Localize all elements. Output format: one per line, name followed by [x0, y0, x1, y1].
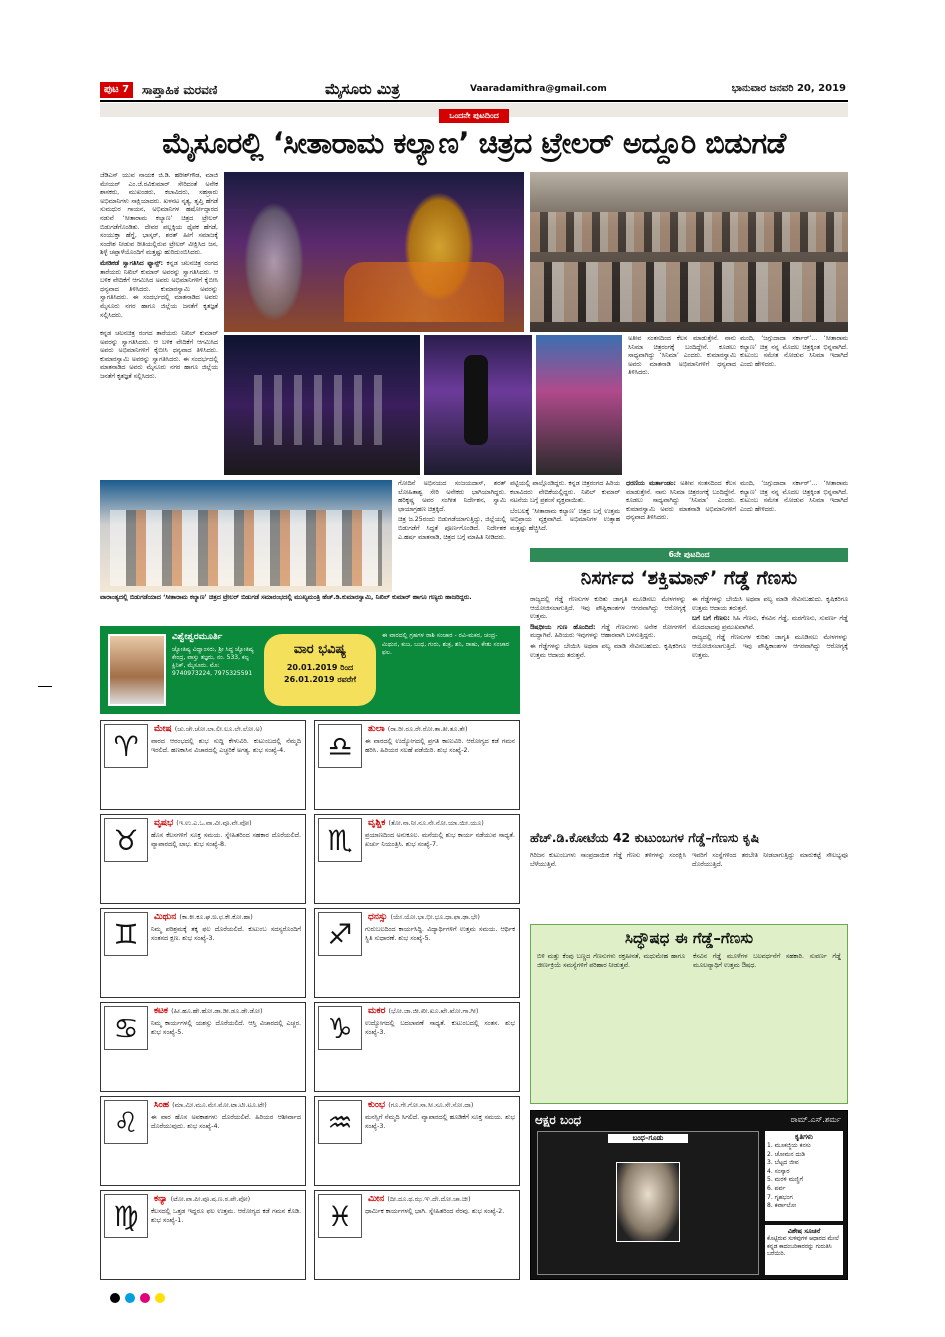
photo-crowd: [530, 172, 848, 332]
sign-name: [365, 1005, 481, 1017]
article-text: ಗೆಡ್ಡೆ ಗೆಣಸುಗಳು ಅನೇಕ ರೋಗಗಳಿಗೆ ಮದ್ದಾಗಿವೆ. ಹಿರಿಯರು ಇವುಗಳನ್ನು ಆಹಾರವಾಗಿ ಬಳಸುತ್ತಿದ್ದರು.: [530, 623, 686, 640]
remedy-title: ಸಿದ್ಧೌಷಧ ಈ ಗೆಡ್ಡೆ–ಗೆಣಸು: [625, 929, 753, 947]
sign-title: ತುಲಾ: [368, 724, 388, 734]
article2-column: [692, 852, 848, 918]
article-text: ರಾಜ್ಯದಲ್ಲಿ ಗೆಡ್ಡೆ ಗೆಣಸುಗಳ ಕುರಿತು ಜಾಗೃತಿ ಮೂಡಿಸಲು ಮೇಳಗಳನ್ನು ಆಯೋಜಿಸಲಾಗುತ್ತಿದೆ. ಇವು ಪೌಷ್ಟಿಕಾಂಶಗಳ ಆಗರವಾಗಿದ್ದು ಆರೋಗ್ಯಕ್ಕೆ ಉತ್ತಮ.: [530, 596, 686, 621]
article-text: ಕನ್ನಡ ಚಲನಚಿತ್ರ ರಂಗದ ತಾರೆಯರು ನಿಖಿಲ್ ಕುಮಾರ್ ಅವರನ್ನು ಸ್ವಾಗತಿಸಿದರು. ಆ ಬಳಿಕ ವೇದಿಕೆಗೆ ಆಗಮಿಸಿದ ಅವರು ಅಭಿಮಾನಿಗಳಿಗೆ ಕೈಬೀಸಿ ಧನ್ಯವಾದ ತಿಳಿಸಿದರು. ಕುಮಾರಸ್ವಾಮಿ ಅವರನ್ನು ಸ್ವಾಗತಿಸಿದರು. ಈ ಸಂದರ್ಭದಲ್ಲಿ ಮಾತನಾಡಿದ ಅವರು ಮೈಸೂರು ನಗರ ಹಾಗೂ ಜಿಲ್ಲೆಯ ಜನತೆಗೆ ಕೃತಜ್ಞತೆ ಸಲ್ಲಿಸಿದರು.: [100, 259, 218, 319]
sign-title: ಧನಸ್ಸು: [368, 912, 391, 922]
sign-prediction: ಮನಸ್ಸಿಗೆ ನೆಮ್ಮದಿ ಸಿಗಲಿದೆ. ವ್ಯಾಪಾರದಲ್ಲಿ ಹೂಡಿಕೆಗೆ ಸೂಕ್ತ ಸಮಯ. ಶುಭ ಸಂಖ್ಯೆ-3.: [365, 1113, 515, 1130]
sign-title: ಮೀನ: [368, 1194, 388, 1204]
zodiac-icon: ♊: [104, 912, 148, 956]
photo-dance-group: [224, 335, 420, 475]
sign-letters: (ತೋ.ನಾ.ನೀ.ನೂ.ನೇ.ನೋ.ಯಾ.ಯೀ.ಯೂ): [388, 819, 484, 827]
horoscope-grid: [100, 720, 520, 1280]
zodiac-icon: ♑: [318, 1006, 362, 1050]
article-text: ಅತೀವ ಸಂತಸದಿಂದ ಕೆಲಸ ಮಾಡುತ್ತೇನೆ. ನಾನು ಸಿನಿಮಾ ಚಿತ್ರರಂಗಕ್ಕೆ ಬಂದಿದ್ದೇನೆ. ಕೂಡಲು ಸಾಧ್ಯವಾಗಿದ್ದು ‘ಸಿನಿಮಾ’ ಎಂದರು. ಕುಮಾರಸ್ವಾಮಿ ಅವರು ಮಾತನಾಡಿ ಅಭಿಮಾನಿಗಳಿಗೆ ಧನ್ಯವಾದ ತಿಳಿಸಿದರು.: [628, 335, 736, 377]
sign-prediction: ಪ್ರಯಾಣದಿಂದ ಅನುಕೂಲ. ಮನೆಯಲ್ಲಿ ಶುಭ ಕಾರ್ಯ ನಡೆಯುವ ಸಾಧ್ಯತೆ. ಖರ್ಚು ನಿಯಂತ್ರಿಸಿ. ಶುಭ ಸಂಖ್ಯೆ-7.: [365, 831, 515, 848]
zodiac-icon: ♐: [318, 912, 362, 956]
planet-transit-text: ಈ ವಾರದಲ್ಲಿ ಗ್ರಹಗಳ ರಾಶಿ ಸಂಚಾರ - ರವಿ-ಮಕರ, ಚಂದ್ರ-ಮಿಥುನ, ಕುಜ, ಬುಧ, ಗುರು, ಶುಕ್ರ, ಶನಿ, ರಾಹು, ಕೇತು ಸಂಚಾರ ಫಲ.: [382, 632, 510, 657]
zodiac-icon: ♌: [104, 1100, 148, 1144]
sign-name: [365, 1193, 474, 1205]
sign-name: [151, 1193, 253, 1205]
sign-name: [151, 911, 256, 923]
sign-name: [151, 723, 265, 735]
margin-mark: [38, 686, 52, 687]
article2-column: [692, 596, 848, 822]
author-details: ಜ್ಯೋತಿಷ್ಯ ವಿದ್ವಾಂಸರು, ಶ್ರೀ ಸಿದ್ಧ ಜ್ಯೋತಿಷ್ಯ ಕೇಂದ್ರ, ವಾಸ್ತು ತಜ್ಞರು, ನಂ. 533, ಕಲ್ಪ ಕ್ಲಿನಿಕ್, ಮೈಸೂರು. ಮೊ: 9740973224, 7975325591: [172, 646, 254, 677]
sign-title: ಮೇಷ: [154, 724, 175, 734]
article-text: ಅತೀವ ಸಂತಸದಿಂದ ಕೆಲಸ ಮಾಡುತ್ತೇನೆ. ನಾನು ಸಿನಿಮಾ ಚಿತ್ರರಂಗಕ್ಕೆ ಬಂದಿದ್ದೇನೆ. ಕೂಡಲು ಸಾಧ್ಯವಾಗಿದ್ದು ‘ಸಿನಿಮಾ’ ಎಂದರು. ಕುಮಾರಸ್ವಾಮಿ ಅವರು ಮಾತನಾಡಿ ಅಭಿಮಾನಿಗಳಿಗೆ ಧನ್ಯವಾದ ತಿಳಿಸಿದರು.: [626, 480, 736, 522]
article-column: [626, 480, 736, 542]
horoscope-sign: [100, 908, 306, 998]
article-column: [740, 480, 848, 542]
puzzle-title: ಆಕ್ಷರ ಬಂಧ: [535, 1113, 582, 1127]
article-subhead: ಔಷಧೀಯ ಗುಣ ಹೊಂದಿದೆ:: [530, 623, 596, 631]
sign-prediction: ಈ ವಾರ ಹೊಸ ಅವಕಾಶಗಳು ದೊರೆಯಲಿವೆ. ಹಿರಿಯರ ಆಶೀರ್ವಾದ ದೊರೆಯುವುದು. ಶುಭ ಸಂಖ್ಯೆ-4.: [151, 1113, 301, 1130]
article-text: ಬೆಂಬಲಕ್ಕೆ ‘ಸೀತಾರಾಮ ಕಲ್ಯಾಣ’ ಚಿತ್ರದ ಬಗ್ಗೆ ಉತ್ತಮ ಅಭಿಪ್ರಾಯ ವ್ಯಕ್ತವಾಗಿದೆ. ಅಭಿಮಾನಿಗಳ ಉತ್ಸಾಹ ಮತ್ತಷ್ಟು ಹೆಚ್ಚಿಸಿದೆ.: [510, 507, 620, 532]
reg-dot: [155, 1293, 165, 1303]
reg-dot: [140, 1293, 150, 1303]
remedy-column: ಕೆಸವಿನ ಗೆಡ್ಡೆ ಮೂಳೆಗಳ ಬಲವರ್ಧನೆಗೆ ಸಹಕಾರಿ. ಸುವರ್ಣ ಗೆಡ್ಡೆ ಮೂಲವ್ಯಾಧಿಗೆ ಉತ್ತಮ ಔಷಧ.: [693, 953, 841, 969]
horoscope-title: ವಾರ ಭವಿಷ್ಯ: [293, 642, 347, 657]
sign-letters: (ರಾ.ರೀ.ರೂ.ರೇ.ರೋ.ತಾ.ತೀ.ತೂ.ತೇ): [387, 725, 468, 733]
horoscope-sign: [314, 1096, 520, 1186]
photo-caption: ವಾರಾಂತ್ಯದಲ್ಲಿ ಬಿಡುಗಡೆಯಾದ ‘ಸೀತಾರಾಮ ಕಲ್ಯಾಣ’ ಚಿತ್ರದ ಟ್ರೇಲರ್ ಬಿಡುಗಡೆ ಸಮಾರಂಭದಲ್ಲಿ ಮುಖ್ಯಮಂತ್ರಿ ಹೆಚ್.ಡಿ.ಕುಮಾರಸ್ವಾಮಿ, ನಿಖಿಲ್ ಕುಮಾರ್ ಹಾಗೂ ಗಣ್ಯರು ಹಾಜರಿದ್ದರು.: [100, 594, 472, 601]
email-text: Vaaradamithra@gmail.com: [470, 84, 607, 94]
author-name: ವಿಶ್ವೇಶ್ವರಮೂರ್ತಿ: [172, 632, 223, 642]
puzzle-portrait: [616, 1162, 680, 1242]
sign-prediction: ನಿಮ್ಮ ಕಾರ್ಯಗಳಲ್ಲಿ ಯಶಸ್ಸು ದೊರೆಯಲಿದೆ. ಆಸ್ತಿ ವಿಚಾರದಲ್ಲಿ ಎಚ್ಚರ. ಶುಭ ಸಂಖ್ಯೆ-5.: [151, 1019, 301, 1036]
article-text: ಜೆಡಿಎಸ್ ಯುವ ನಾಯಕ ಜಿ.ಡಿ. ಹರೀಶ್‌ಗೌಡ, ಮಾಜಿ ಮೇಯರ್ ಎಂ.ಜೆ.ರವಿಕುಮಾರ್ ಸೇರಿದಂತೆ ಅನೇಕ ಶಾಸಕರು, ಮುಖಂಡರು, ಕಲಾವಿದರು, ಸಹಸ್ರಾರು ಅಭಿಮಾನಿಗಳು ಸಾಕ್ಷಿಯಾದರು. ಖಳನಟ ನೃತ್ಯ, ತೃಪ್ತಿ ಹೆಗಡೆ ಸುಮಧುರ ಗಾಯನ, ಅಭಿಮಾನಿಗಳ ಹರ್ಷೋದ್ಗಾರದ ನಡುವೆ ‘ಸೀತಾರಾಮ ಕಲ್ಯಾಣ’ ಚಿತ್ರದ ಟ್ರೇಲರ್ ಬಿಡುಗಡೆಗೊಂಡಿತು. ದೇವರ ಪಲ್ಲಕ್ಕಿಯ ಥೈಪಕ ಹೆಗಡೆ, ಸಂಯುಕ್ತಾ ಹೆಗ್ಡೆ, ಭಾಸ್ಕರ್, ಶರತ್ ಹೀಗೆ ಸಮಾಜಕ್ಕೆ ಸಂದೇಶ ನೀಡುವ ರೀತಿಯಲ್ಲಿರುವ ಟ್ರೇಲರ್ ವೀಕ್ಷಿಸಿದ ಜನ, ಶಿಳ್ಳೆ ಚಪ್ಪಾಳೆಯೊಂದಿಗೆ ಮತ್ತಷ್ಟು ಹುರಿದುಂಬಿಸಿದರು.: [100, 172, 218, 257]
sign-letters: (ಚು.ಚೇ.ಚೋ.ಲಾ.ಲೀ.ಲೂ.ಲೇ.ಲೋ.ಅ): [174, 725, 263, 733]
article-column: [628, 335, 736, 475]
horoscope-sign: [100, 814, 306, 904]
sign-letters: (ಗೂ.ಗೇ.ಗೋ.ಸಾ.ಸೀ.ಸೂ.ಸೇ.ಸೋ.ದಾ): [388, 1101, 474, 1109]
photo-dignitaries: [100, 480, 392, 592]
photo-singer: [424, 335, 532, 475]
reg-dot: [125, 1293, 135, 1303]
article-text: ಗೋದಿನೆ ಅಭಿನಯದ ಸಂಜಯದಾಸ್, ಶರತ್ ಲೋಹಿತಾಶ್ವ ಸೇರಿ ಅನೇಕರು ಭಾಗಿಯಾಗಿದ್ದರು. ಹರಿಕೃಷ್ಣ ಅವರ ಸಂಗೀತ ನಿರ್ದೇಶನ, ಸ್ವಾಮಿ ಛಾಯಾಗ್ರಹಣ ಚಿತ್ರಕ್ಕಿದೆ.: [398, 480, 506, 513]
sign-title: ಸಿಂಹ: [154, 1100, 173, 1110]
article-column: [100, 330, 218, 477]
puzzle-inner-title: ಬಂಧ–ಗೂಡು: [608, 1134, 688, 1143]
masthead: ಮೈಸೂರು ಮಿತ್ರ: [325, 80, 400, 98]
sign-title: ಕಟಕ: [154, 1006, 172, 1016]
sign-name: [365, 911, 483, 923]
zodiac-icon: ♈: [104, 724, 148, 768]
puzzle-clue: 2. ಚೋಮನ ದುಡಿ: [767, 1150, 806, 1158]
horoscope-sign: [314, 814, 520, 904]
date-text: ಭಾನುವಾರ ಜನವರಿ 20, 2019: [731, 83, 846, 94]
reg-dot: [110, 1293, 120, 1303]
horoscope-sign: [314, 720, 520, 810]
sign-letters: (ಮಾ.ಮೀ.ಮೂ.ಮೇ.ಮೋ.ಟಾ.ಟೀ.ಟೂ.ಟೇ): [172, 1101, 267, 1109]
sign-letters: (ಟೋ.ಪಾ.ಪೀ.ಪೂ.ಷ.ಣ.ಠ.ಪೇ.ಪೋ): [170, 1195, 251, 1203]
registration-marks-bottom: [110, 1288, 850, 1300]
sign-letters: (ಕಾ.ಕೀ.ಕೂ.ಘ.ಙ.ಛ.ಕೇ.ಕೋ.ಹಾ): [179, 913, 253, 921]
horoscope-sign: [100, 720, 306, 810]
article-text: ಚಿತ್ರ ಜ.25ರಂದು ಬಿಡುಗಡೆಯಾಗುತ್ತಿದ್ದು, ಜಿಲ್ಲೆಯಲ್ಲಿ ಬಿಡುಗಡೆಗೆ ಸಿದ್ಧತೆ ಪೂರ್ಣಗೊಂಡಿದೆ. ನಿರ್ದೇಶಕ ಎ.ಹರ್ಷ ಮಾತನಾಡಿ, ಚಿತ್ರದ ಬಗ್ಗೆ ಮಾಹಿತಿ ನೀಡಿದರು.: [398, 516, 506, 541]
article-subhead: ಮೇಡಿಕಡೆ ಸ್ವಾಗತಿಸಿದ ಫ್ಯಾನ್ಸ್:: [100, 259, 164, 267]
article-text: ಈ ಗೆಡ್ಡೆಗಳನ್ನು ಬೇಯಿಸಿ ಅಥವಾ ಪಲ್ಯ ಮಾಡಿ ಸೇವಿಸಬಹುದು. ಕೃಷಿಕರಿಗೂ ಉತ್ತಮ ಆದಾಯ ತರುತ್ತವೆ.: [530, 642, 686, 659]
article-text: ಮಂದಿ, ‘ಜಗ್ಗುದಾದಾ ಸರ್ಕಾರ್’... ‘ಸೀತಾರಾಮ ಕಲ್ಯಾಣ’ ಚಿತ್ರ ನನ್ನ ಮೊದಲ ಚಿತ್ರಕ್ಕಿಂತ ಭಿನ್ನವಾಗಿದೆ. ಕುಟುಂಬ ಸಮೇತ ನೋಡುವ ಸಿನಿಮಾ ಇದಾಗಿದೆ ಎಂದು ಹೇಳಿದರು.: [740, 335, 848, 368]
sign-prediction: ನಿಮ್ಮ ಪರಿಶ್ರಮಕ್ಕೆ ತಕ್ಕ ಫಲ ದೊರೆಯಲಿದೆ. ಕುಟುಂಬ ಸದಸ್ಯರೊಂದಿಗೆ ಸಂತಸದ ಕ್ಷಣ. ಶುಭ ಸಂಖ್ಯೆ-3.: [151, 925, 301, 942]
puzzle-box: [530, 1110, 848, 1280]
horoscope-sign: [100, 1002, 306, 1092]
sign-letters: (ಇ.ಉ.ಎ.ಒ.ವಾ.ವೀ.ವೂ.ವೇ.ವೋ): [176, 819, 252, 827]
sign-name: [151, 1099, 270, 1111]
sign-prediction: ವಾರದ ಆರಂಭದಲ್ಲಿ ಶುಭ ಸುದ್ದಿ ಕೇಳುವಿರಿ. ಕುಟುಂಬದಲ್ಲಿ ನೆಮ್ಮದಿ ಇರಲಿದೆ. ಹಣಕಾಸಿನ ವಿಚಾರದಲ್ಲಿ ಎಚ್ಚರಿಕೆ ಅಗತ್ಯ. ಶುಭ ಸಂಖ್ಯೆ-4.: [151, 737, 301, 754]
horoscope-sign: [314, 1190, 520, 1280]
puzzle-clues: [765, 1131, 843, 1221]
puzzle-clue: 1. ಮೂಕಜ್ಜಿಯ ಕನಸು: [767, 1142, 811, 1149]
continued-banner-text: ಒಂದನೇ ಪುಟದಿಂದ: [439, 109, 509, 123]
main-headline: ಮೈಸೂರಲ್ಲಿ ‘ಸೀತಾರಾಮ ಕಲ್ಯಾಣ’ ಚಿತ್ರದ ಟ್ರೇಲರ್ ಅದ್ದೂರಿ ಬಿಡುಗಡೆ: [162, 126, 786, 160]
horoscope-sign: [314, 1002, 520, 1092]
article-text: ಈ ಗೆಡ್ಡೆಗಳನ್ನು ಬೇಯಿಸಿ ಅಥವಾ ಪಲ್ಯ ಮಾಡಿ ಸೇವಿಸಬಹುದು. ಕೃಷಿಕರಿಗೂ ಉತ್ತಮ ಆದಾಯ ತರುತ್ತವೆ.: [692, 596, 848, 612]
sign-title: ಕನ್ಯಾ: [154, 1194, 171, 1204]
article2-headline: ನಿಸರ್ಗದ ‘ಶಕ್ತಿಮಾನ್’ ಗೆಡ್ಡೆ ಗೆಣಸು: [580, 567, 798, 589]
zodiac-icon: ♉: [104, 818, 148, 862]
sign-title: ಮಕರ: [368, 1006, 389, 1016]
sign-name: [365, 723, 471, 735]
zodiac-icon: ♋: [104, 1006, 148, 1050]
sign-prediction: ಧಾರ್ಮಿಕ ಕಾರ್ಯಗಳಲ್ಲಿ ಭಾಗಿ. ಸ್ನೇಹಿತರಿಂದ ನೆರವು. ಶುಭ ಸಂಖ್ಯೆ-2.: [365, 1207, 505, 1215]
zodiac-icon: ♍: [104, 1194, 148, 1238]
horoscope-date-from: 20.01.2019 ರಿಂದ: [286, 663, 354, 672]
puzzle-clue: 5. ಮರಳಿ ಮಣ್ಣಿಗೆ: [767, 1176, 803, 1184]
sign-title: ಕುಂಭ: [368, 1100, 389, 1110]
sign-name: [151, 817, 255, 829]
article-text: ಇವರಿಗೆ ಸಂಸ್ಥೆಗಳಿಂದ ತರಬೇತಿ ನೀಡಲಾಗುತ್ತಿದ್ದು ಮಾರುಕಟ್ಟೆ ಸೌಲಭ್ಯವೂ ದೊರೆಯುತ್ತಿದೆ.: [692, 852, 848, 868]
puzzle-note: [765, 1225, 843, 1275]
puzzle-author: ರಾಮ್.ಎಸ್.ಶರ್ಮ: [790, 1115, 841, 1124]
sign-name: [151, 1005, 266, 1017]
remedy-box: [530, 924, 848, 1104]
article-text: ಮಂದಿ, ‘ಜಗ್ಗುದಾದಾ ಸರ್ಕಾರ್’... ‘ಸೀತಾರಾಮ ಕಲ್ಯಾಣ’ ಚಿತ್ರ ನನ್ನ ಮೊದಲ ಚಿತ್ರಕ್ಕಿಂತ ಭಿನ್ನವಾಗಿದೆ. ಕುಟುಂಬ ಸಮೇತ ನೋಡುವ ಸಿನಿಮಾ ಇದಾಗಿದೆ ಎಂದು ಹೇಳಿದರು.: [740, 480, 848, 513]
puzzle-note-text: ಕೊಟ್ಟಿರುವ ಸುಳಿವುಗಳ ಆಧಾರದ ಮೇಲೆ ಕನ್ನಡ ಕಾದಂಬರಿಕಾರರನ್ನು ಗುರುತಿಸಿ ಬರೆಯಿರಿ.: [767, 1236, 839, 1257]
horoscope-title-box: [264, 634, 376, 706]
remedy-column: ಬಿಳಿ ಮತ್ತು ಕೆಂಪು ಬಣ್ಣದ ಗೆಣಸುಗಳು ರಕ್ತಹೀನತೆ, ಮಧುಮೇಹ ಹಾಗೂ ಜೀರ್ಣಕ್ರಿಯೆ ಸಮಸ್ಯೆಗಳಿಗೆ ಪರಿಹಾರ ನೀಡುತ್ತವೆ.: [537, 953, 685, 969]
sign-prediction: ಹೊಸ ಕೆಲಸಗಳಿಗೆ ಸೂಕ್ತ ಸಮಯ. ಸ್ನೇಹಿತರಿಂದ ಸಹಕಾರ ದೊರೆಯಲಿದೆ. ವ್ಯಾಪಾರದಲ್ಲಿ ಲಾಭ. ಶುಭ ಸಂಖ್ಯೆ-8.: [151, 831, 301, 848]
sign-letters: (ಹೀ.ಹೂ.ಹೇ.ಹೋ.ಡಾ.ಡೀ.ಡೂ.ಡೇ.ಡೋ): [171, 1007, 263, 1015]
continued-banner: [100, 103, 848, 120]
sign-letters: (ಯೇ.ಯೋ.ಭಾ.ಭೀ.ಭೂ.ಧಾ.ಫಾ.ಢಾ.ಭೇ): [390, 913, 480, 921]
puzzle-board: [537, 1131, 759, 1275]
horoscope-sign: [100, 1190, 306, 1280]
section-name: ಸಾಪ್ತಾಹಿಕ ಮರವಣಿ: [142, 83, 218, 97]
zodiac-icon: ♓: [318, 1194, 362, 1238]
puzzle-clue: 4. ಸಂಸ್ಕಾರ: [767, 1167, 790, 1175]
article-subhead: ಧರಣಿಯ ಮರ್ತಾಂಡಂ:: [626, 480, 676, 487]
horoscope-header: [100, 626, 520, 714]
sign-prediction: ಕೆಲಸದಲ್ಲಿ ಒತ್ತಡ ಇದ್ದರೂ ಫಲ ಉತ್ತಮ. ಆರೋಗ್ಯದ ಕಡೆ ಗಮನ ಕೊಡಿ. ಶುಭ ಸಂಖ್ಯೆ-1.: [151, 1207, 301, 1224]
sign-prediction: ಉದ್ಯೋಗದಲ್ಲಿ ಬದಲಾವಣೆ ಸಾಧ್ಯತೆ. ಕುಟುಂಬದಲ್ಲಿ ಸಂತಸ. ಶುಭ ಸಂಖ್ಯೆ-3.: [365, 1019, 515, 1036]
article-text: ಗಿರಿಜನ ಕುಟುಂಬಗಳು ಸಾಂಪ್ರದಾಯಿಕ ಗೆಡ್ಡೆ ಗೆಣಸು ತಳಿಗಳನ್ನು ಸಂರಕ್ಷಿಸಿ ಬೆಳೆಯುತ್ತಿವೆ.: [530, 852, 686, 868]
puzzle-clue: 7. ಗೃಹಭಂಗ: [767, 1193, 793, 1201]
puzzle-clue: 8. ಕರ್ವಾಲೋ: [767, 1202, 797, 1210]
article2-column: [530, 596, 686, 822]
page-header: [100, 80, 848, 102]
sign-name: [365, 1099, 476, 1111]
continued-banner-2: 6ನೇ ಪುಟದಿಂದ: [530, 548, 848, 562]
article-subhead: ಬಗೆ ಬಗೆ ಗೆಣಸು:: [692, 615, 730, 623]
article-text: ಕನ್ನಡ ಚಲನಚಿತ್ರ ರಂಗದ ತಾರೆಯರು ನಿಖಿಲ್ ಕುಮಾರ್ ಅವರನ್ನು ಸ್ವಾಗತಿಸಿದರು. ಆ ಬಳಿಕ ವೇದಿಕೆಗೆ ಆಗಮಿಸಿದ ಅವರು ಅಭಿಮಾನಿಗಳಿಗೆ ಕೈಬೀಸಿ ಧನ್ಯವಾದ ತಿಳಿಸಿದರು. ಕುಮಾರಸ್ವಾಮಿ ಅವರನ್ನು ಸ್ವಾಗತಿಸಿದರು. ಈ ಸಂದರ್ಭದಲ್ಲಿ ಮಾತನಾಡಿದ ಅವರು ಮೈಸೂರು ನಗರ ಹಾಗೂ ಜಿಲ್ಲೆಯ ಜನತೆಗೆ ಕೃತಜ್ಞತೆ ಸಲ್ಲಿಸಿದರು.: [100, 330, 218, 380]
sign-letters: (ದೀ.ದೂ.ಥ.ಝ.ಞ.ದೇ.ದೋ.ಚಾ.ಚೀ): [387, 1195, 471, 1203]
article2-subheadline: ಹೆಚ್.ಡಿ.ಕೋಟೆಯ 42 ಕುಟುಂಬಗಳ ಗೆಡ್ಡೆ–ಗೆಣಸು ಕೃಷಿ: [530, 830, 760, 845]
puzzle-clue: 6. ಪರ್ವ: [767, 1184, 786, 1192]
puzzle-clue-list: [767, 1142, 841, 1211]
horoscope-date-to: 26.01.2019 ರವರೆಗೆ: [284, 675, 356, 684]
article-text: ರಾಜ್ಯದಲ್ಲಿ ಗೆಡ್ಡೆ ಗೆಣಸುಗಳ ಕುರಿತು ಜಾಗೃತಿ ಮೂಡಿಸಲು ಮೇಳಗಳನ್ನು ಆಯೋಜಿಸಲಾಗುತ್ತಿದೆ. ಇವು ಪೌಷ್ಟಿಕಾಂಶಗಳ ಆಗರವಾಗಿದ್ದು ಆರೋಗ್ಯಕ್ಕೆ ಉತ್ತಮ.: [692, 634, 848, 659]
zodiac-icon: ♒: [318, 1100, 362, 1144]
puzzle-note-title: ವಿಶೇಷ ಸೂಚನೆ: [787, 1227, 821, 1235]
horoscope-sign: [314, 908, 520, 998]
puzzle-clue: 3. ಬೆಟ್ಟದ ಜೀವ: [767, 1159, 799, 1167]
photo-performers: [536, 335, 622, 475]
zodiac-icon: ♏: [318, 818, 362, 862]
sign-title: ವೃಷಭ: [154, 818, 177, 828]
sign-title: ವೃಶ್ಚಿಕ: [368, 818, 389, 828]
article-column: [740, 335, 848, 475]
sign-prediction: ಗುರುಬಲದಿಂದ ಕಾರ್ಯಸಿದ್ಧಿ. ವಿದ್ಯಾರ್ಥಿಗಳಿಗೆ ಉತ್ತಮ ಸಮಯ. ಆರ್ಥಿಕ ಸ್ಥಿತಿ ಸುಧಾರಣೆ. ಶುಭ ಸಂಖ್ಯೆ-5.: [365, 925, 515, 942]
article-text: ಪಟ್ಟಿಯಲ್ಲಿ ಪಾಲ್ಗೊಂಡಿದ್ದರು. ಕನ್ನಡ ಚಿತ್ರರಂಗದ ಹಿರಿಯ ಕಲಾವಿದರು ವೇದಿಕೆಯಲ್ಲಿದ್ದರು. ನಿಖಿಲ್ ಕುಮಾರ್ ನಟನೆಯ ಬಗ್ಗೆ ಪ್ರಶಂಸೆ ವ್ಯಕ್ತವಾಯಿತು.: [510, 480, 620, 505]
sign-letters: (ಭೋ.ಜಾ.ಜೀ.ಖೀ.ಖೂ.ಖೇ.ಖೋ.ಗಾ.ಗೀ): [388, 1007, 479, 1015]
sign-prediction: ಈ ವಾರದಲ್ಲಿ ಉದ್ಯೋಗದಲ್ಲಿ ಪ್ರಗತಿ ಕಾಣುವಿರಿ. ಆರೋಗ್ಯದ ಕಡೆ ಗಮನ ಹರಿಸಿ. ಹಿರಿಯರ ಸಲಹೆ ಪಡೆಯಿರಿ. ಶುಭ ಸಂಖ್ಯೆ-2.: [365, 737, 515, 754]
article2-column: [530, 852, 686, 918]
sign-name: [365, 817, 487, 829]
photo-stage-dance: [224, 172, 524, 332]
zodiac-icon: ♎: [318, 724, 362, 768]
article-column: [398, 480, 506, 592]
sign-title: ಮಿಥುನ: [154, 912, 180, 922]
horoscope-sign: [100, 1096, 306, 1186]
puzzle-clues-title: ಕೃತಿಗಳು: [795, 1133, 813, 1141]
page-number-label: ಪುಟ 7: [100, 82, 133, 98]
author-photo: [108, 634, 166, 706]
article-text: ಸಿಹಿ ಗೆಣಸು, ಕೆಸವಿನ ಗೆಡ್ಡೆ, ಮರಗೆಣಸು, ಸುವರ್ಣ ಗೆಡ್ಡೆ ಮೊದಲಾದವು ಪ್ರಮುಖವಾಗಿವೆ.: [692, 615, 848, 631]
